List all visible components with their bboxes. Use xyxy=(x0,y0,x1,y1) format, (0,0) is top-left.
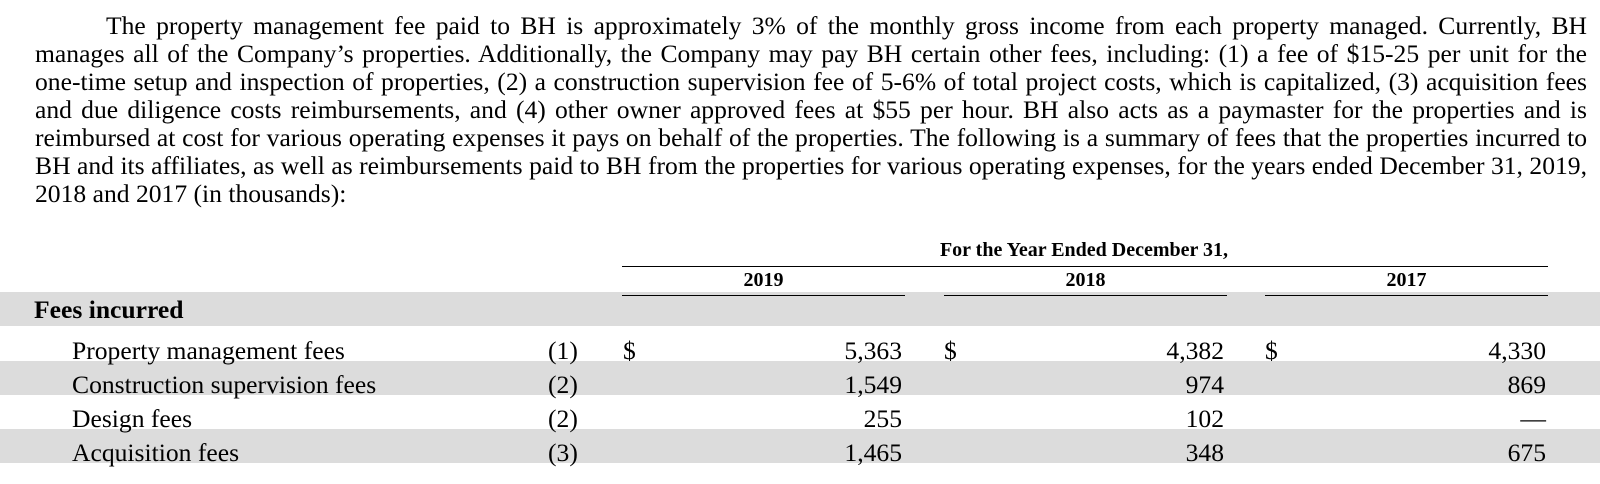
period-header: For the Year Ended December 31, xyxy=(939,239,1229,261)
value-2018: 974 xyxy=(1185,370,1224,399)
row-label: Acquisition fees xyxy=(72,438,240,467)
row-note: (2) xyxy=(548,370,578,399)
value-2019: 1,465 xyxy=(844,438,902,467)
value-2018: 102 xyxy=(1185,404,1224,433)
currency-symbol-2017: $ xyxy=(1265,336,1278,365)
row-note: (2) xyxy=(548,404,578,433)
value-2019: 255 xyxy=(863,404,902,433)
year-header-2018: 2018 xyxy=(1065,269,1106,291)
row-label: Design fees xyxy=(72,404,193,433)
value-2018: 348 xyxy=(1185,438,1224,467)
year-header-2017: 2017 xyxy=(1386,269,1427,291)
currency-symbol-2019: $ xyxy=(623,336,636,365)
section-title-fees-incurred: Fees incurred xyxy=(34,295,184,324)
value-2017: 4,330 xyxy=(1488,336,1546,365)
value-2018: 4,382 xyxy=(1166,336,1224,365)
year-header-2019: 2019 xyxy=(743,269,784,291)
value-2019: 5,363 xyxy=(844,336,902,365)
year-rule-2017 xyxy=(1265,295,1548,296)
value-2017: 869 xyxy=(1507,370,1546,399)
currency-symbol-2018: $ xyxy=(944,336,957,365)
row-note: (1) xyxy=(548,336,578,365)
value-2019: 1,549 xyxy=(844,370,902,399)
row-label: Property management fees xyxy=(72,336,345,365)
value-2017: — xyxy=(1520,404,1546,433)
row-label: Construction supervision fees xyxy=(72,370,377,399)
row-note: (3) xyxy=(548,438,578,467)
intro-paragraph: The property management fee paid to BH is approximately 3% of the monthly gross income from each property managed. Currently, BH manages all of the Company’s properties. Additionally, the Company may pay BH certain other fees, including: (1) a fee of $15-25 per unit for the one-time setup and inspection of properties, (2) a construction supervision fee of 5-6% of total project costs, which is capitalized, (3) acquisition fees and due diligence costs reimbursements, and (4) other owner approved fees at $55 per hour. BH also acts as a paymaster for the properties and is reimbursed at cost for various operating expenses it pays on behalf of the properties. The following is a summary of fees that the properties incurred to BH and its affiliates, as well as reimbursements paid to BH from the properties for various operating expenses, for the years ended December 31, 2019, 2018 and 2017 (in thousands): xyxy=(35,11,1587,208)
header-band xyxy=(0,292,1600,326)
period-header-rule xyxy=(622,266,1548,267)
year-rule-2019 xyxy=(622,295,905,296)
year-rule-2018 xyxy=(944,295,1227,296)
value-2017: 675 xyxy=(1507,438,1546,467)
